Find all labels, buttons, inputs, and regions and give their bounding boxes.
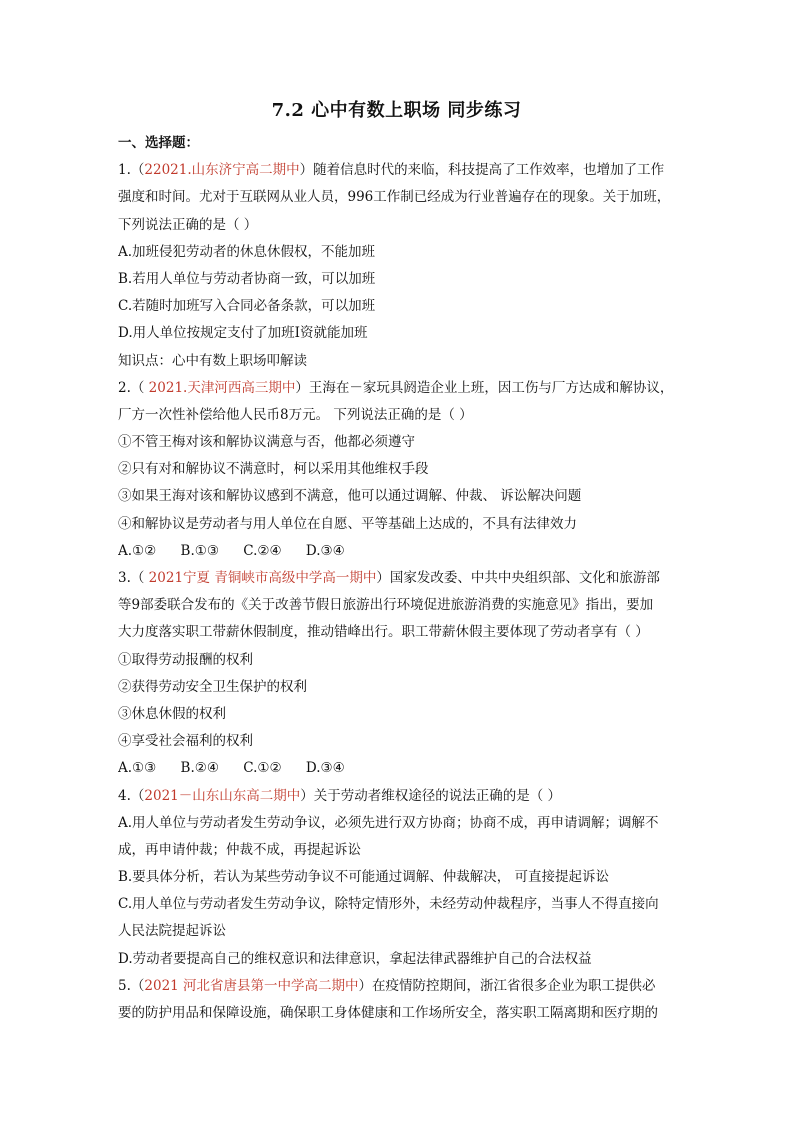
question-number: 2.（ [118,379,149,396]
question-3-line-1 [118,565,678,592]
question-5 [118,973,678,1027]
question-number: 4.（ [118,787,145,804]
statement-1: ①取得劳动报酬的权利 [118,651,253,668]
question-1-line-2: 强度和时间。尤对于互联网从业人员，996工作制已经成为行业普遍存在的现象。关于加班， [118,189,671,206]
option-a-line-2: 成，再申请仲裁；仲裁不成，再提起诉讼 [118,841,361,858]
choice-c: C.②④ [243,542,282,559]
choice-b: B.②④ [180,760,219,777]
question-text: ）随着信息时代的来临，科技提高了工作效率，也增加了工作 [299,162,665,179]
answer-choices [118,538,678,565]
statement-4: ④和解协议是劳动者与用人单位在自愿、平等基础上达成的，不具有法律效力 [118,515,577,532]
question-source: 2021.天津河西高三期中 [148,379,296,396]
choice-c: C.①② [243,760,282,777]
question-source: 2021 河北省唐县第一中学高二期中 [144,977,359,994]
question-1-line-1 [118,157,678,184]
question-source: 2021宁夏 青铜峡市高级中学高一期中 [148,570,377,586]
option-c-line-2: 人民法院提起诉讼 [118,923,226,940]
section-heading: 一、选择题： [118,135,199,151]
option-a: A.加班侵犯劳动者的休息休假权，不能加班 [118,243,376,260]
question-number: 1.（ [118,162,145,179]
question-text: ）国家发改委、中共中央组织部、文化和旅游部 [376,570,660,586]
question-3-line-3: 大力度落实职工带薪休假制度，推动错峰出行。职工带薪休假主要体现了劳动者享有（ ） [118,624,649,641]
question-3 [118,565,678,783]
document-body [118,130,678,1027]
option-c-line-1: C.用人单位与劳动者发生劳动争议，除特定情形外，未经劳动仲裁程序，当事人不得直接向 [118,896,659,913]
page-title: 7.2 心中有数上职场 同步练习 [271,100,522,121]
statement-2: ②获得劳动安全卫生保护的权利 [118,678,307,695]
question-2 [118,375,678,565]
option-b: B.要具体分析，若认为某些劳动争议不可能通过调解、仲裁解决， 可直接提起诉讼 [118,869,610,886]
question-1-line-3: 下列说法正确的是（ ） [118,216,258,233]
question-4-line-1 [118,783,678,810]
statement-2: ②只有对和解协议不满意时，柯以采用其他维权手段 [118,461,429,478]
question-5-line-1 [118,973,678,1000]
statement-4: ④享受社会福利的权利 [118,733,253,750]
option-d: D.用人单位按规定支付了加班I资就能加班 [118,325,368,342]
statement-3: ③休息休假的权利 [118,705,226,722]
question-5-line-2: 要的防护用品和保障设施，确保职工身体健康和工作场所安全，落实职工隔离期和医疗期的 [118,1005,658,1021]
question-number: 5.（ [118,977,145,994]
question-1 [118,157,678,375]
answer-choices [118,755,678,782]
question-source: 2021－山东山东高二期中 [144,787,301,804]
statement-3: ③如果王海对该和解协议感到不满意，他可以通过调解、仲裁、 诉讼解决问题 [118,488,582,505]
question-text: ）在疫情防控期间，浙江省很多企业为职工提供必 [358,977,656,994]
question-2-line-1 [118,375,678,402]
choice-b: B.①③ [180,542,219,559]
question-2-line-2: 厂方一次性补偿给他人民币8万元。 下列说法正确的是（ ） [118,406,473,423]
option-d: D.劳动者要提高自己的维权意识和法律意识，拿起法律武器维护自己的合法权益 [118,950,592,967]
option-a-line-1: A.用人单位与劳动者发生劳动争议，必须先进行双方协商；协商不成，再申请调解；调解不 [118,814,659,831]
question-4 [118,783,678,973]
choice-a: A.①② [118,542,157,559]
knowledge-point: 知识点：心中有数上职场叩解读 [118,352,307,369]
choice-d: D.③④ [305,760,345,777]
question-source: 22021.山东济宁高二期中 [144,162,300,179]
question-number: 3.（ [118,570,149,586]
choice-a: A.①③ [118,760,157,777]
question-3-line-2: 等9部委联合发布的《关于改善节假日旅游出行环境促进旅游消费的实施意见》指出，要加 [118,597,654,614]
option-b: B.若用人单位与劳动者协商一致，可以加班 [118,270,376,287]
choice-d: D.③④ [305,542,345,559]
statement-1: ①不管王梅对该和解协议满意与否，他都必须遵守 [118,434,415,451]
question-text: ）关于劳动者维权途径的说法正确的是（ ） [300,787,562,804]
question-text: ）王海在－家玩具阏造企业上班，因工伤与厂方达成和解协议， [295,379,674,396]
option-c: C.若随时加班写入合同必备条款，可以加班 [118,298,376,315]
